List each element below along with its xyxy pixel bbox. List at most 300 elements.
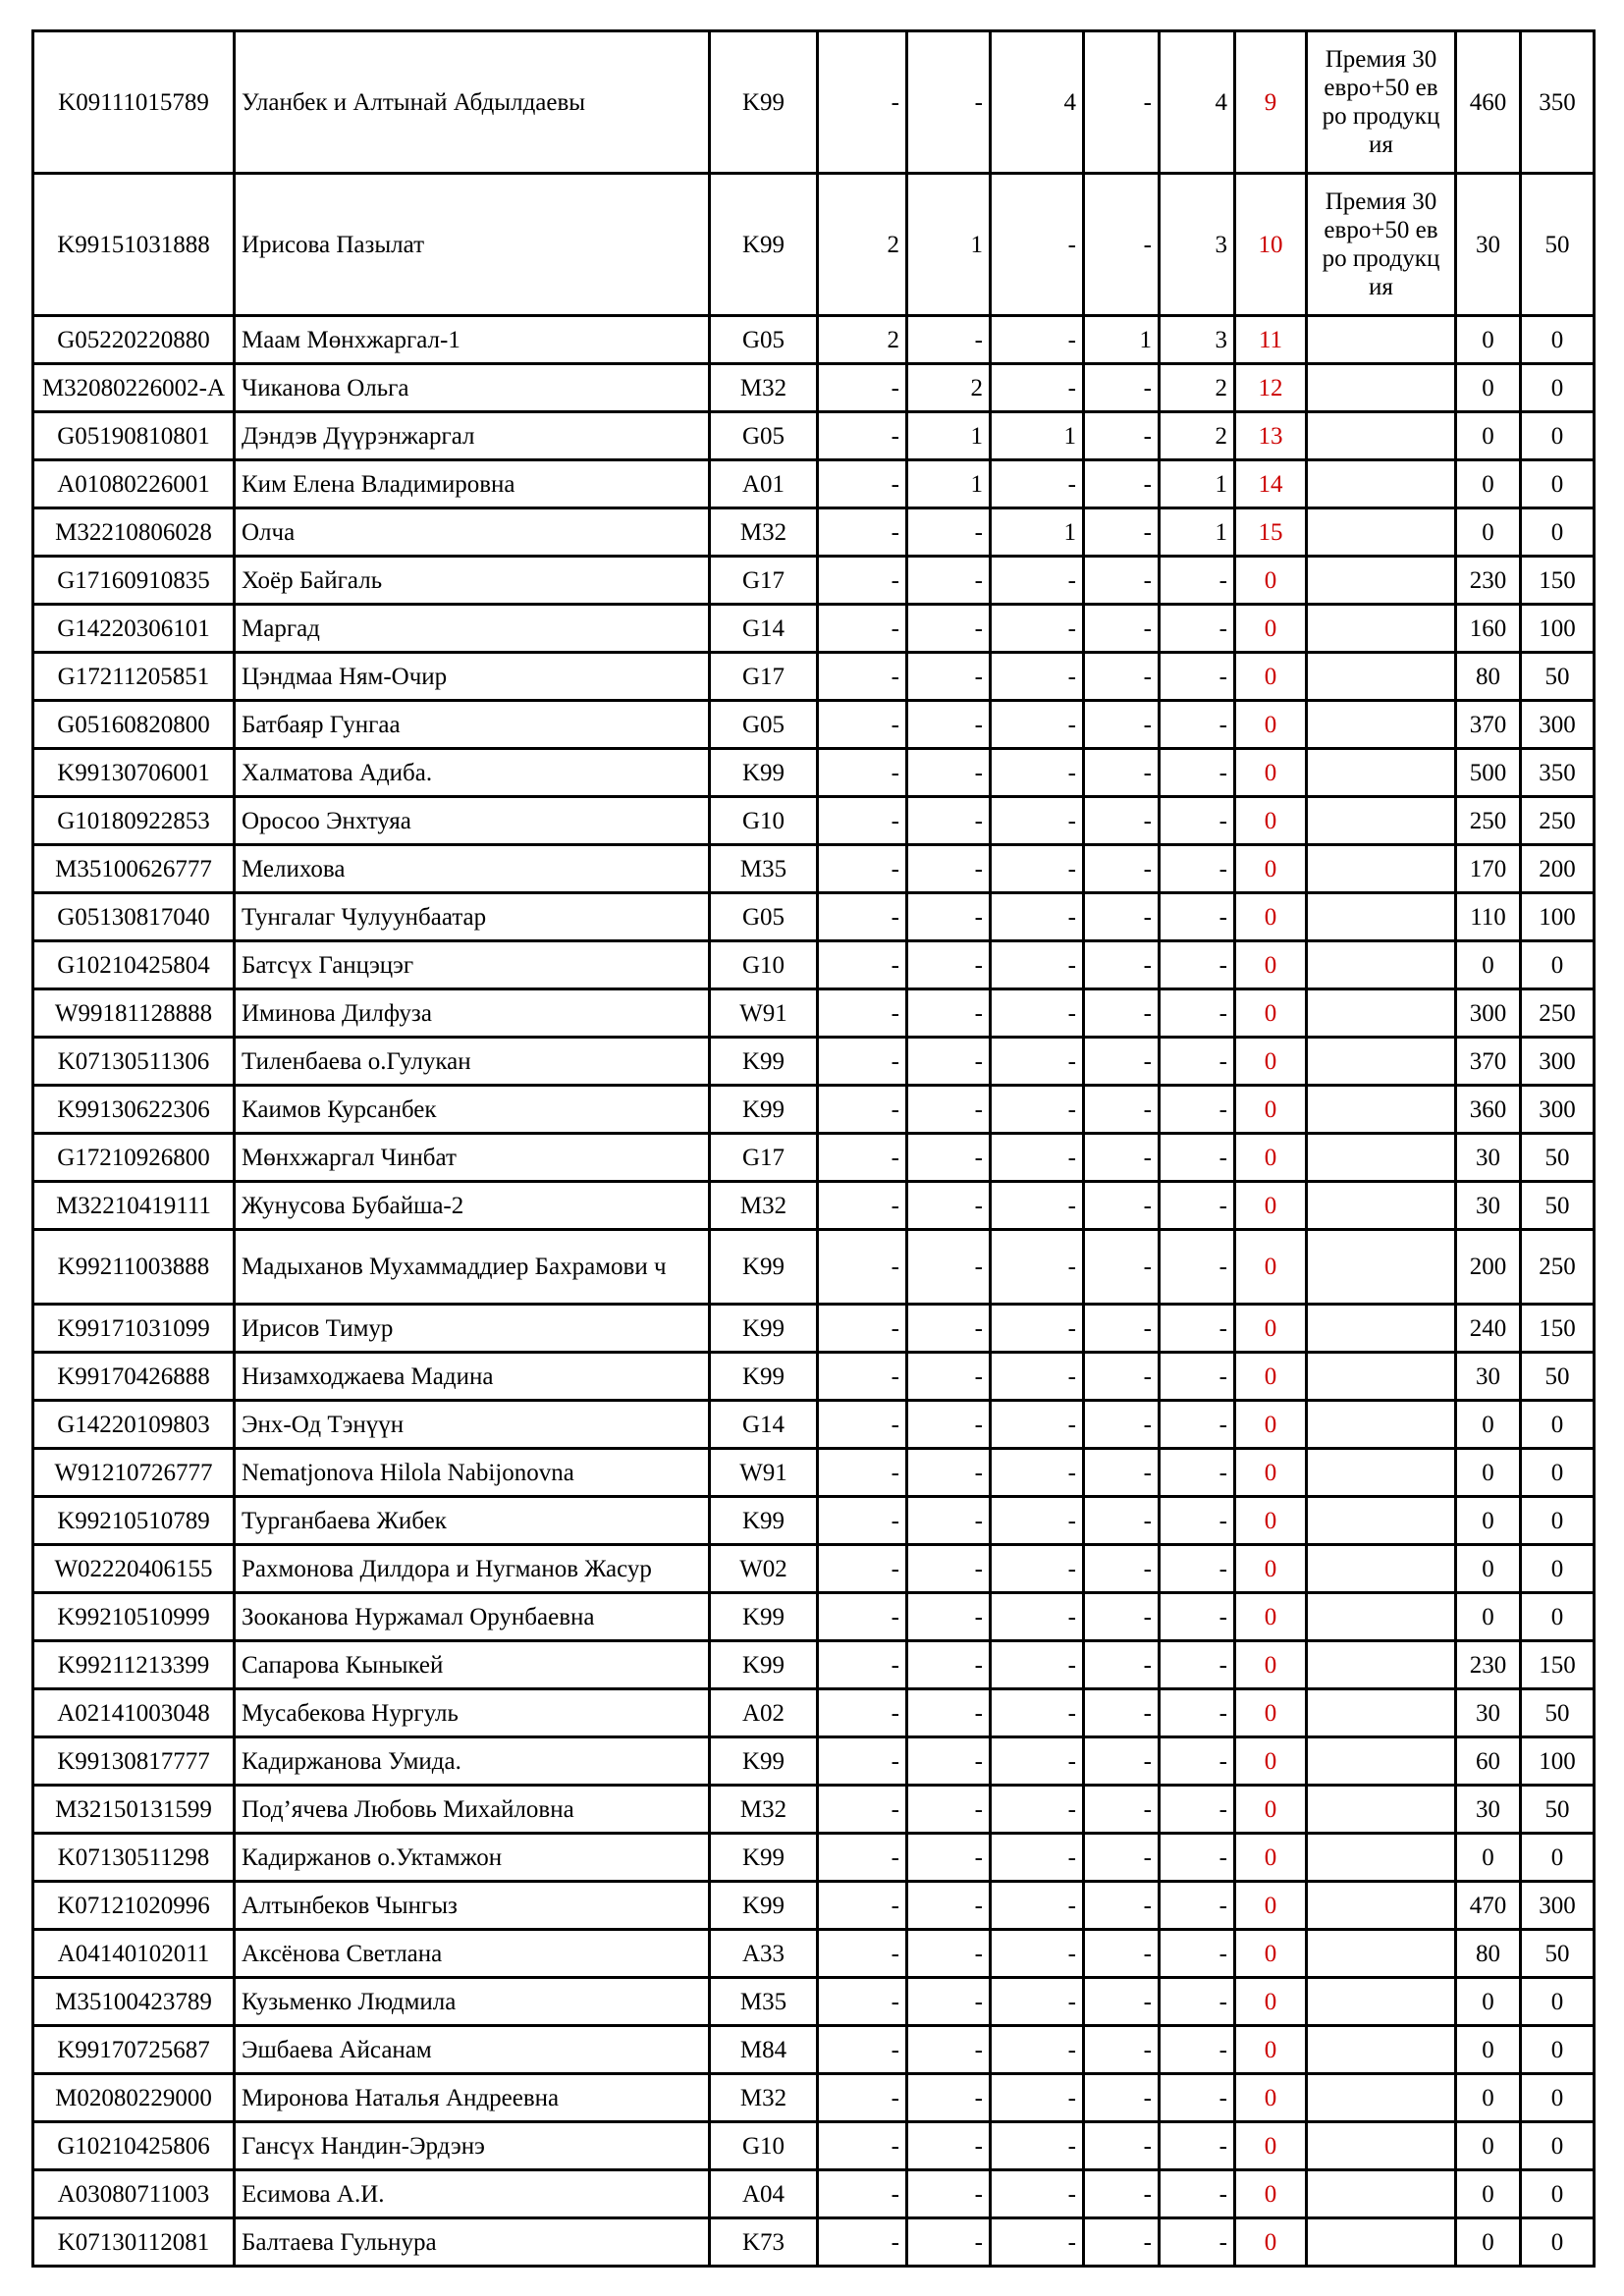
count-3-cell: - xyxy=(991,1305,1084,1353)
member-name-cell: Мусабекова Нургуль xyxy=(235,1689,710,1737)
place-cell: 0 xyxy=(1235,557,1307,605)
table-row xyxy=(33,557,1595,605)
points-b-cell: 0 xyxy=(1521,1449,1595,1497)
count-3-cell: - xyxy=(991,1086,1084,1134)
member-id-cell: K99130622306 xyxy=(33,1086,235,1134)
member-name-cell: Энх-Од Тэнүүн xyxy=(235,1401,710,1449)
member-id-cell: G10210425806 xyxy=(33,2122,235,2170)
count-2-cell: - xyxy=(907,605,991,653)
place-cell: 0 xyxy=(1235,845,1307,893)
count-4-cell: - xyxy=(1084,1593,1160,1641)
table-row xyxy=(33,2074,1595,2122)
points-b-cell: 0 xyxy=(1521,1978,1595,2026)
prize-note-cell: Премия 30 евро+50 ев ро продукц ия xyxy=(1307,174,1456,316)
points-a-cell: 30 xyxy=(1456,1182,1521,1230)
count-3-cell: 1 xyxy=(991,412,1084,460)
member-id-cell: K99130817777 xyxy=(33,1737,235,1786)
total-cell: - xyxy=(1160,1978,1235,2026)
table-row xyxy=(33,412,1595,460)
member-id-cell: K99210510789 xyxy=(33,1497,235,1545)
country-code-cell: K99 xyxy=(710,1641,818,1689)
count-3-cell: - xyxy=(991,1353,1084,1401)
count-1-cell: - xyxy=(818,893,907,941)
count-2-cell: - xyxy=(907,1230,991,1305)
prize-note-cell xyxy=(1307,1689,1456,1737)
count-1-cell: - xyxy=(818,749,907,797)
total-cell: - xyxy=(1160,1038,1235,1086)
points-b-cell: 0 xyxy=(1521,941,1595,989)
member-id-cell: W02220406155 xyxy=(33,1545,235,1593)
member-id-cell: K99211213399 xyxy=(33,1641,235,1689)
points-b-cell: 100 xyxy=(1521,893,1595,941)
count-1-cell: 2 xyxy=(818,316,907,364)
count-1-cell: - xyxy=(818,364,907,412)
points-b-cell: 150 xyxy=(1521,1641,1595,1689)
member-id-cell: K07130511306 xyxy=(33,1038,235,1086)
count-2-cell: - xyxy=(907,1786,991,1834)
member-id-cell: K99170426888 xyxy=(33,1353,235,1401)
country-code-cell: G10 xyxy=(710,797,818,845)
total-cell: - xyxy=(1160,1834,1235,1882)
country-code-cell: M32 xyxy=(710,2074,818,2122)
member-id-cell: M32150131599 xyxy=(33,1786,235,1834)
count-2-cell: - xyxy=(907,557,991,605)
table-body xyxy=(33,31,1595,2267)
count-2-cell: - xyxy=(907,1449,991,1497)
prize-note-cell xyxy=(1307,2026,1456,2074)
place-cell: 0 xyxy=(1235,1134,1307,1182)
country-code-cell: A02 xyxy=(710,1689,818,1737)
total-cell: - xyxy=(1160,1305,1235,1353)
points-b-cell: 300 xyxy=(1521,1086,1595,1134)
country-code-cell: K99 xyxy=(710,1497,818,1545)
count-3-cell: - xyxy=(991,1545,1084,1593)
count-3-cell: - xyxy=(991,1882,1084,1930)
member-name-cell: Иминова Дилфуза xyxy=(235,989,710,1038)
member-id-cell: M35100423789 xyxy=(33,1978,235,2026)
count-1-cell: - xyxy=(818,1593,907,1641)
member-name-cell: Под’ячева Любовь Михайловна xyxy=(235,1786,710,1834)
count-2-cell: 1 xyxy=(907,460,991,508)
points-a-cell: 360 xyxy=(1456,1086,1521,1134)
count-2-cell: - xyxy=(907,1834,991,1882)
member-name-cell: Мелихова xyxy=(235,845,710,893)
count-4-cell: - xyxy=(1084,2026,1160,2074)
count-4-cell: - xyxy=(1084,174,1160,316)
total-cell: - xyxy=(1160,1882,1235,1930)
count-4-cell: - xyxy=(1084,1449,1160,1497)
member-name-cell: Алтынбеков Чынгыз xyxy=(235,1882,710,1930)
member-id-cell: K99130706001 xyxy=(33,749,235,797)
points-a-cell: 0 xyxy=(1456,1401,1521,1449)
table-row xyxy=(33,1641,1595,1689)
table-row xyxy=(33,1497,1595,1545)
place-cell: 0 xyxy=(1235,1449,1307,1497)
points-b-cell: 300 xyxy=(1521,701,1595,749)
prize-note-cell xyxy=(1307,1930,1456,1978)
table-row xyxy=(33,653,1595,701)
place-cell: 0 xyxy=(1235,1353,1307,1401)
points-b-cell: 50 xyxy=(1521,1182,1595,1230)
member-id-cell: K99210510999 xyxy=(33,1593,235,1641)
count-4-cell: - xyxy=(1084,1930,1160,1978)
place-cell: 14 xyxy=(1235,460,1307,508)
count-1-cell: - xyxy=(818,1978,907,2026)
member-name-cell: Маргад xyxy=(235,605,710,653)
total-cell: - xyxy=(1160,1353,1235,1401)
prize-note-cell xyxy=(1307,653,1456,701)
member-id-cell: G10210425804 xyxy=(33,941,235,989)
points-a-cell: 230 xyxy=(1456,557,1521,605)
table-row xyxy=(33,1038,1595,1086)
points-a-cell: 300 xyxy=(1456,989,1521,1038)
count-2-cell: - xyxy=(907,1305,991,1353)
points-a-cell: 60 xyxy=(1456,1737,1521,1786)
total-cell: - xyxy=(1160,2074,1235,2122)
points-a-cell: 200 xyxy=(1456,1230,1521,1305)
table-row xyxy=(33,316,1595,364)
place-cell: 0 xyxy=(1235,1182,1307,1230)
table-row xyxy=(33,1401,1595,1449)
member-id-cell: G10180922853 xyxy=(33,797,235,845)
place-cell: 0 xyxy=(1235,893,1307,941)
points-b-cell: 150 xyxy=(1521,1305,1595,1353)
points-b-cell: 50 xyxy=(1521,1134,1595,1182)
member-id-cell: A03080711003 xyxy=(33,2170,235,2218)
points-a-cell: 0 xyxy=(1456,2026,1521,2074)
country-code-cell: A33 xyxy=(710,1930,818,1978)
points-a-cell: 30 xyxy=(1456,1786,1521,1834)
count-4-cell: - xyxy=(1084,941,1160,989)
place-cell: 0 xyxy=(1235,1834,1307,1882)
points-a-cell: 0 xyxy=(1456,364,1521,412)
place-cell: 0 xyxy=(1235,1401,1307,1449)
member-id-cell: G17211205851 xyxy=(33,653,235,701)
count-3-cell: - xyxy=(991,653,1084,701)
member-name-cell: Жунусова Бубайша-2 xyxy=(235,1182,710,1230)
total-cell: - xyxy=(1160,1449,1235,1497)
country-code-cell: G14 xyxy=(710,1401,818,1449)
member-id-cell: W91210726777 xyxy=(33,1449,235,1497)
total-cell: - xyxy=(1160,1737,1235,1786)
count-4-cell: - xyxy=(1084,460,1160,508)
points-b-cell: 50 xyxy=(1521,1786,1595,1834)
country-code-cell: G05 xyxy=(710,316,818,364)
points-b-cell: 0 xyxy=(1521,1401,1595,1449)
prize-note-cell xyxy=(1307,605,1456,653)
count-1-cell: - xyxy=(818,1737,907,1786)
count-3-cell: - xyxy=(991,1182,1084,1230)
member-id-cell: M02080229000 xyxy=(33,2074,235,2122)
member-id-cell: M35100626777 xyxy=(33,845,235,893)
points-b-cell: 0 xyxy=(1521,508,1595,557)
place-cell: 0 xyxy=(1235,1593,1307,1641)
total-cell: - xyxy=(1160,749,1235,797)
points-b-cell: 50 xyxy=(1521,1353,1595,1401)
points-b-cell: 350 xyxy=(1521,749,1595,797)
total-cell: - xyxy=(1160,1230,1235,1305)
points-a-cell: 30 xyxy=(1456,174,1521,316)
total-cell: 1 xyxy=(1160,460,1235,508)
place-cell: 0 xyxy=(1235,1737,1307,1786)
count-2-cell: 1 xyxy=(907,412,991,460)
member-id-cell: K99151031888 xyxy=(33,174,235,316)
prize-note-cell xyxy=(1307,1641,1456,1689)
table-row xyxy=(33,1230,1595,1305)
count-2-cell: - xyxy=(907,1353,991,1401)
count-1-cell: - xyxy=(818,1834,907,1882)
count-2-cell: - xyxy=(907,941,991,989)
count-2-cell: - xyxy=(907,2218,991,2267)
table-row xyxy=(33,31,1595,174)
points-a-cell: 0 xyxy=(1456,2122,1521,2170)
count-1-cell: - xyxy=(818,797,907,845)
member-id-cell: K99171031099 xyxy=(33,1305,235,1353)
points-b-cell: 150 xyxy=(1521,557,1595,605)
total-cell: - xyxy=(1160,1182,1235,1230)
table-row xyxy=(33,174,1595,316)
count-1-cell: - xyxy=(818,1134,907,1182)
count-4-cell: - xyxy=(1084,749,1160,797)
total-cell: - xyxy=(1160,989,1235,1038)
count-2-cell: - xyxy=(907,508,991,557)
country-code-cell: K99 xyxy=(710,1230,818,1305)
member-id-cell: G05220220880 xyxy=(33,316,235,364)
member-id-cell: K99211003888 xyxy=(33,1230,235,1305)
points-b-cell: 50 xyxy=(1521,1689,1595,1737)
country-code-cell: W02 xyxy=(710,1545,818,1593)
total-cell: - xyxy=(1160,797,1235,845)
total-cell: 2 xyxy=(1160,412,1235,460)
count-2-cell: - xyxy=(907,1182,991,1230)
count-4-cell: - xyxy=(1084,364,1160,412)
place-cell: 10 xyxy=(1235,174,1307,316)
place-cell: 0 xyxy=(1235,1978,1307,2026)
count-3-cell: - xyxy=(991,989,1084,1038)
country-code-cell: M32 xyxy=(710,1182,818,1230)
points-b-cell: 100 xyxy=(1521,605,1595,653)
place-cell: 0 xyxy=(1235,653,1307,701)
place-cell: 0 xyxy=(1235,1882,1307,1930)
points-b-cell: 0 xyxy=(1521,1593,1595,1641)
prize-note-cell xyxy=(1307,989,1456,1038)
country-code-cell: K99 xyxy=(710,1038,818,1086)
count-3-cell: - xyxy=(991,2026,1084,2074)
country-code-cell: M84 xyxy=(710,2026,818,2074)
prize-note-cell xyxy=(1307,1545,1456,1593)
prize-note-cell xyxy=(1307,1593,1456,1641)
table-row xyxy=(33,2026,1595,2074)
count-3-cell: - xyxy=(991,845,1084,893)
points-b-cell: 0 xyxy=(1521,1545,1595,1593)
points-a-cell: 370 xyxy=(1456,701,1521,749)
count-3-cell: - xyxy=(991,1038,1084,1086)
count-3-cell: - xyxy=(991,701,1084,749)
count-2-cell: - xyxy=(907,989,991,1038)
place-cell: 0 xyxy=(1235,2218,1307,2267)
place-cell: 0 xyxy=(1235,1230,1307,1305)
prize-note-cell xyxy=(1307,412,1456,460)
table-row xyxy=(33,1834,1595,1882)
place-cell: 0 xyxy=(1235,1545,1307,1593)
prize-note-cell xyxy=(1307,797,1456,845)
table-row xyxy=(33,797,1595,845)
total-cell: - xyxy=(1160,1134,1235,1182)
count-1-cell: - xyxy=(818,989,907,1038)
total-cell: - xyxy=(1160,605,1235,653)
count-1-cell: - xyxy=(818,2122,907,2170)
total-cell: - xyxy=(1160,557,1235,605)
table-row xyxy=(33,1930,1595,1978)
count-3-cell: - xyxy=(991,605,1084,653)
count-1-cell: - xyxy=(818,1641,907,1689)
points-a-cell: 30 xyxy=(1456,1134,1521,1182)
count-4-cell: - xyxy=(1084,797,1160,845)
points-a-cell: 240 xyxy=(1456,1305,1521,1353)
points-a-cell: 0 xyxy=(1456,508,1521,557)
member-name-cell: Ирисова Пазылат xyxy=(235,174,710,316)
count-1-cell: - xyxy=(818,1086,907,1134)
member-id-cell: K07130511298 xyxy=(33,1834,235,1882)
points-b-cell: 200 xyxy=(1521,845,1595,893)
member-name-cell: Рахмонова Дилдора и Нугманов Жасур xyxy=(235,1545,710,1593)
count-2-cell: 2 xyxy=(907,364,991,412)
count-3-cell: - xyxy=(991,364,1084,412)
table-row xyxy=(33,1882,1595,1930)
table-row xyxy=(33,2122,1595,2170)
points-a-cell: 30 xyxy=(1456,1689,1521,1737)
table-row xyxy=(33,1737,1595,1786)
points-a-cell: 170 xyxy=(1456,845,1521,893)
prize-note-cell xyxy=(1307,508,1456,557)
place-cell: 11 xyxy=(1235,316,1307,364)
member-name-cell: Сапарова Кыныкей xyxy=(235,1641,710,1689)
count-1-cell: - xyxy=(818,605,907,653)
points-b-cell: 0 xyxy=(1521,412,1595,460)
country-code-cell: K99 xyxy=(710,1737,818,1786)
country-code-cell: G10 xyxy=(710,2122,818,2170)
prize-note-cell xyxy=(1307,2170,1456,2218)
total-cell: 3 xyxy=(1160,174,1235,316)
prize-note-cell xyxy=(1307,1737,1456,1786)
member-name-cell: Батсүх Ганцэцэг xyxy=(235,941,710,989)
count-2-cell: - xyxy=(907,1086,991,1134)
count-3-cell: - xyxy=(991,1834,1084,1882)
count-1-cell: - xyxy=(818,1545,907,1593)
member-name-cell: Оросоо Энхтуяа xyxy=(235,797,710,845)
count-1-cell: - xyxy=(818,2170,907,2218)
results-table xyxy=(31,29,1596,2268)
prize-note-cell xyxy=(1307,2074,1456,2122)
count-2-cell: - xyxy=(907,1737,991,1786)
country-code-cell: G05 xyxy=(710,412,818,460)
table-row xyxy=(33,1545,1595,1593)
total-cell: - xyxy=(1160,941,1235,989)
count-4-cell: - xyxy=(1084,1305,1160,1353)
points-a-cell: 0 xyxy=(1456,1449,1521,1497)
count-2-cell: - xyxy=(907,749,991,797)
points-a-cell: 0 xyxy=(1456,1593,1521,1641)
prize-note-cell xyxy=(1307,1305,1456,1353)
place-cell: 0 xyxy=(1235,2122,1307,2170)
place-cell: 0 xyxy=(1235,797,1307,845)
table-row xyxy=(33,1305,1595,1353)
count-3-cell: - xyxy=(991,1737,1084,1786)
country-code-cell: G10 xyxy=(710,941,818,989)
count-3-cell: - xyxy=(991,1978,1084,2026)
place-cell: 0 xyxy=(1235,941,1307,989)
count-2-cell: - xyxy=(907,1593,991,1641)
place-cell: 0 xyxy=(1235,989,1307,1038)
total-cell: 2 xyxy=(1160,364,1235,412)
count-1-cell: 2 xyxy=(818,174,907,316)
total-cell: 4 xyxy=(1160,31,1235,174)
count-1-cell: - xyxy=(818,2218,907,2267)
member-name-cell: Nematjonova Hilola Nabijonovna xyxy=(235,1449,710,1497)
table-row xyxy=(33,1978,1595,2026)
points-a-cell: 460 xyxy=(1456,31,1521,174)
count-3-cell: - xyxy=(991,1134,1084,1182)
total-cell: - xyxy=(1160,1593,1235,1641)
count-4-cell: - xyxy=(1084,1689,1160,1737)
place-cell: 0 xyxy=(1235,1930,1307,1978)
points-b-cell: 300 xyxy=(1521,1882,1595,1930)
count-1-cell: - xyxy=(818,1230,907,1305)
count-1-cell: - xyxy=(818,1353,907,1401)
count-4-cell: - xyxy=(1084,1134,1160,1182)
count-2-cell: - xyxy=(907,1038,991,1086)
count-3-cell: - xyxy=(991,1689,1084,1737)
points-a-cell: 250 xyxy=(1456,797,1521,845)
country-code-cell: K99 xyxy=(710,31,818,174)
count-4-cell: - xyxy=(1084,701,1160,749)
prize-note-cell xyxy=(1307,364,1456,412)
member-id-cell: G17160910835 xyxy=(33,557,235,605)
member-id-cell: G14220109803 xyxy=(33,1401,235,1449)
count-4-cell: - xyxy=(1084,2170,1160,2218)
member-id-cell: A01080226001 xyxy=(33,460,235,508)
table-row xyxy=(33,893,1595,941)
table-row xyxy=(33,1786,1595,1834)
count-1-cell: - xyxy=(818,2026,907,2074)
count-4-cell: - xyxy=(1084,2122,1160,2170)
count-1-cell: - xyxy=(818,1786,907,1834)
count-1-cell: - xyxy=(818,1038,907,1086)
member-name-cell: Ким Елена Владимировна xyxy=(235,460,710,508)
total-cell: - xyxy=(1160,1497,1235,1545)
count-1-cell: - xyxy=(818,1305,907,1353)
count-3-cell: - xyxy=(991,1930,1084,1978)
points-a-cell: 0 xyxy=(1456,316,1521,364)
count-4-cell: - xyxy=(1084,989,1160,1038)
total-cell: - xyxy=(1160,1786,1235,1834)
member-id-cell: K07121020996 xyxy=(33,1882,235,1930)
prize-note-cell xyxy=(1307,1134,1456,1182)
member-name-cell: Миронова Наталья Андреевна xyxy=(235,2074,710,2122)
count-3-cell: - xyxy=(991,893,1084,941)
total-cell: - xyxy=(1160,1641,1235,1689)
points-a-cell: 160 xyxy=(1456,605,1521,653)
count-1-cell: - xyxy=(818,31,907,174)
prize-note-cell xyxy=(1307,1401,1456,1449)
member-id-cell: G05130817040 xyxy=(33,893,235,941)
count-3-cell: - xyxy=(991,557,1084,605)
place-cell: 0 xyxy=(1235,1038,1307,1086)
points-b-cell: 50 xyxy=(1521,174,1595,316)
table-row xyxy=(33,1182,1595,1230)
place-cell: 0 xyxy=(1235,1305,1307,1353)
country-code-cell: G17 xyxy=(710,557,818,605)
